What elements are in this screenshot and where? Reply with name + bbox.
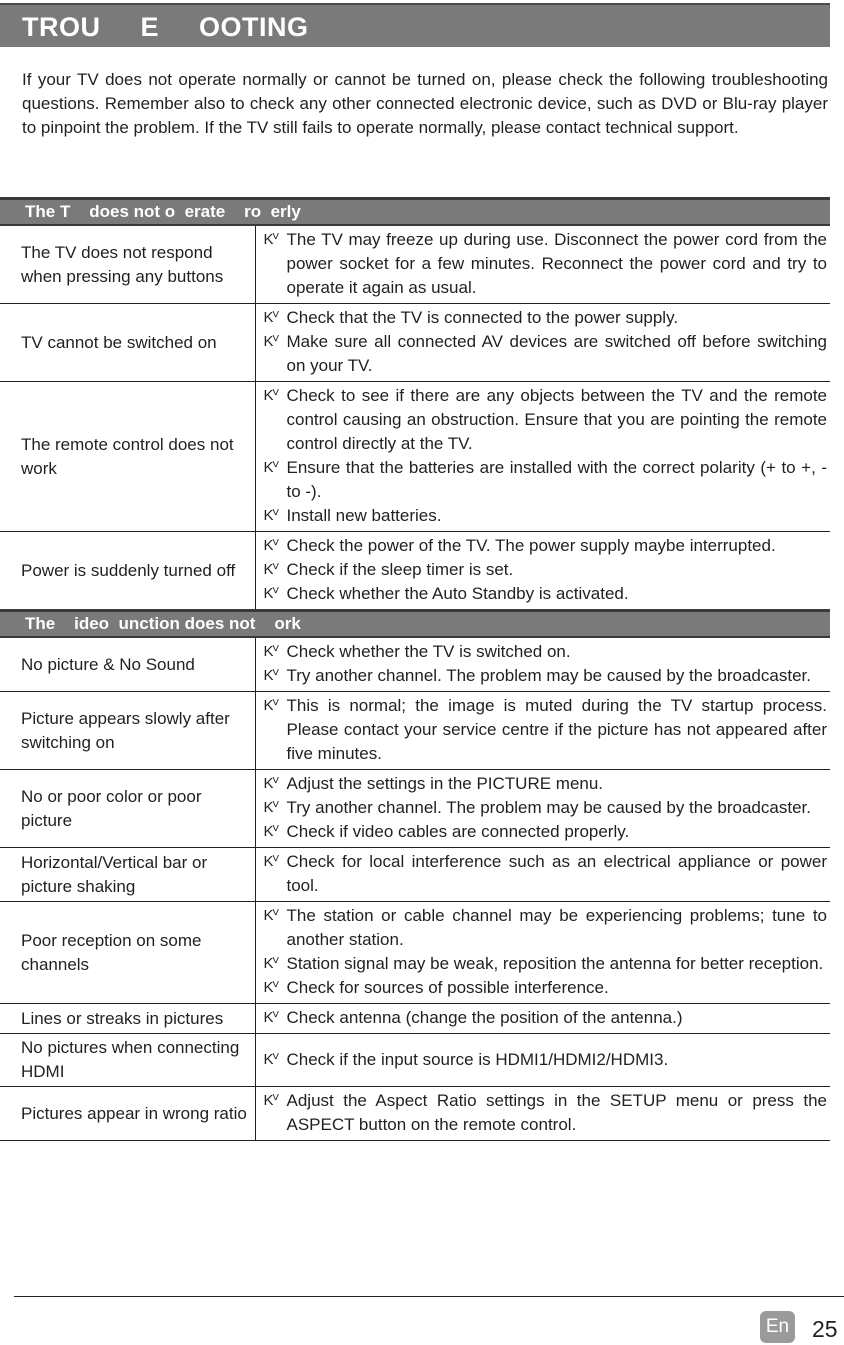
bullet-icon: Kⱽ [263,823,278,840]
solution-text: Station signal may be weak, reposition the antenna for better reception. [286,954,824,973]
problem-cell: Power is suddenly turned off [0,532,255,611]
solution-item [264,456,828,504]
problem-cell: No picture & No Sound [0,637,255,692]
problem-cell: Lines or streaks in pictures [0,1004,255,1034]
bullet-icon: Kⱽ [263,333,278,350]
problem-cell: The remote control does not work [0,382,255,532]
bullet-icon: Kⱽ [263,1092,278,1109]
solution-text: The TV may freeze up during use. Disconnect the power cord from the power socket for a few minutes. Reconnect the power cord and try to operate it again as usual. [286,230,827,297]
solution-text: Check if video cables are connected properly. [286,822,630,841]
solution-text: Install new batteries. [286,506,442,525]
solution-cell [255,637,830,692]
solution-item [264,558,828,582]
bullet-icon: Kⱽ [263,459,278,476]
table-row [0,848,830,902]
bullet-icon: Kⱽ [263,697,278,714]
section-header-row [0,199,830,226]
table-row [0,1087,830,1141]
problem-cell: The TV does not respond when pressing any buttons [0,225,255,304]
bullet-icon: Kⱽ [263,507,278,524]
solution-item [264,904,828,952]
solution-item [264,820,828,844]
section-heading: The ideo unction does not ork [0,611,830,638]
solution-text: Check antenna (change the position of the antenna.) [286,1008,683,1027]
bullet-icon: Kⱽ [263,643,278,660]
solution-text: Check for sources of possible interference. [286,978,609,997]
solution-text: Check whether the TV is switched on. [286,642,571,661]
solution-item [264,384,828,456]
bullet-icon: Kⱽ [263,799,278,816]
table-row [0,532,830,611]
solution-item [264,772,828,796]
bullet-icon: Kⱽ [263,853,278,870]
bullet-icon: Kⱽ [263,775,278,792]
section-header-row [0,611,830,638]
table-row [0,382,830,532]
table-row [0,1004,830,1034]
section-heading: The T does not o erate ro erly [0,199,830,226]
solution-cell [255,304,830,382]
solution-text: Make sure all connected AV devices are switched off before switching on your TV. [286,332,827,375]
table-row [0,1034,830,1087]
solution-text: This is normal; the image is muted during the TV startup process. Please contact your service centre if the picture has not appeared after five minutes. [286,696,827,763]
problem-cell: No or poor color or poor picture [0,770,255,848]
solution-text: Ensure that the batteries are installed with the correct polarity (+ to +, - to -). [286,458,827,501]
solution-text: Try another channel. The problem may be caused by the broadcaster. [286,798,811,817]
problem-cell: No pictures when connecting HDMI [0,1034,255,1087]
solution-cell [255,1034,830,1087]
solution-item [264,796,828,820]
solution-cell [255,848,830,902]
problem-cell: Picture appears slowly after switching on [0,692,255,770]
bullet-icon: Kⱽ [263,309,278,326]
solution-item [264,306,828,330]
table-row [0,637,830,692]
table-row [0,692,830,770]
table-row [0,902,830,1004]
solution-text: Adjust the settings in the PICTURE menu. [286,774,604,793]
solution-item [264,640,828,664]
intro-paragraph: If your TV does not operate normally or cannot be turned on, please check the following troubleshooting questions. Remember also to check any other connected electronic device, such as DVD or Blu-ray player to pinpoint the problem. If the TV still fails to operate normally, please contact technical support. [22,70,828,137]
problem-cell: Poor reception on some channels [0,902,255,1004]
bullet-icon: Kⱽ [263,667,278,684]
solution-text: Check if the input source is HDMI1/HDMI2/HDMI3. [286,1049,669,1069]
bullet-icon: Kⱽ [263,907,278,924]
bullet-icon: Kⱽ [263,1050,278,1068]
solution-cell [255,382,830,532]
solution-item [264,976,828,1000]
solution-item [264,1006,828,1030]
solution-cell [255,770,830,848]
table-row [0,770,830,848]
solution-text: Adjust the Aspect Ratio settings in the SETUP menu or press the ASPECT button on the remote control. [286,1091,827,1134]
solution-cell [255,532,830,611]
solution-item [264,850,828,898]
bullet-icon: Kⱽ [263,1009,278,1026]
solution-text: Check for local interference such as an electrical appliance or power tool. [286,852,827,895]
solution-item [264,504,828,528]
bullet-icon: Kⱽ [263,231,278,248]
solution-text: Check whether the Auto Standby is activated. [286,584,629,603]
solution-item [264,952,828,976]
solution-text: Check if the sleep timer is set. [286,560,514,579]
solution-cell [255,1004,830,1034]
solution-text: Try another channel. The problem may be caused by the broadcaster. [286,666,811,685]
troubleshooting-table [0,197,830,1141]
solution-text: Check the power of the TV. The power supply maybe interrupted. [286,536,776,555]
table-row [0,304,830,382]
solution-cell [255,692,830,770]
bullet-icon: Kⱽ [263,537,278,554]
solution-item [264,664,828,688]
solution-text: Check that the TV is connected to the power supply. [286,308,679,327]
problem-cell: TV cannot be switched on [0,304,255,382]
solution-cell [255,1087,830,1141]
solution-item [264,330,828,378]
footer-divider [14,1296,844,1297]
solution-text: The station or cable channel may be experiencing problems; tune to another station. [286,906,827,949]
problem-cell: Pictures appear in wrong ratio [0,1087,255,1141]
solution-item [264,228,828,300]
bullet-icon: Kⱽ [263,561,278,578]
page-title: TROU E OOTING [22,12,309,42]
solution-cell [255,225,830,304]
solution-item [264,1048,828,1072]
language-badge: En [760,1311,795,1343]
solution-item [264,1089,828,1137]
solution-item [264,582,828,606]
bullet-icon: Kⱽ [263,979,278,996]
solution-item [264,534,828,558]
bullet-icon: Kⱽ [263,387,278,404]
solution-item [264,694,828,766]
bullet-icon: Kⱽ [263,585,278,602]
bullet-icon: Kⱽ [263,955,278,972]
problem-cell: Horizontal/Vertical bar or picture shaking [0,848,255,902]
table-row [0,225,830,304]
section-title-bar [0,3,830,47]
solution-text: Check to see if there are any objects between the TV and the remote control causing an obstruction. Ensure that you are pointing the remote control directly at the TV. [286,386,827,453]
page-number: 25 [812,1316,838,1342]
solution-cell [255,902,830,1004]
